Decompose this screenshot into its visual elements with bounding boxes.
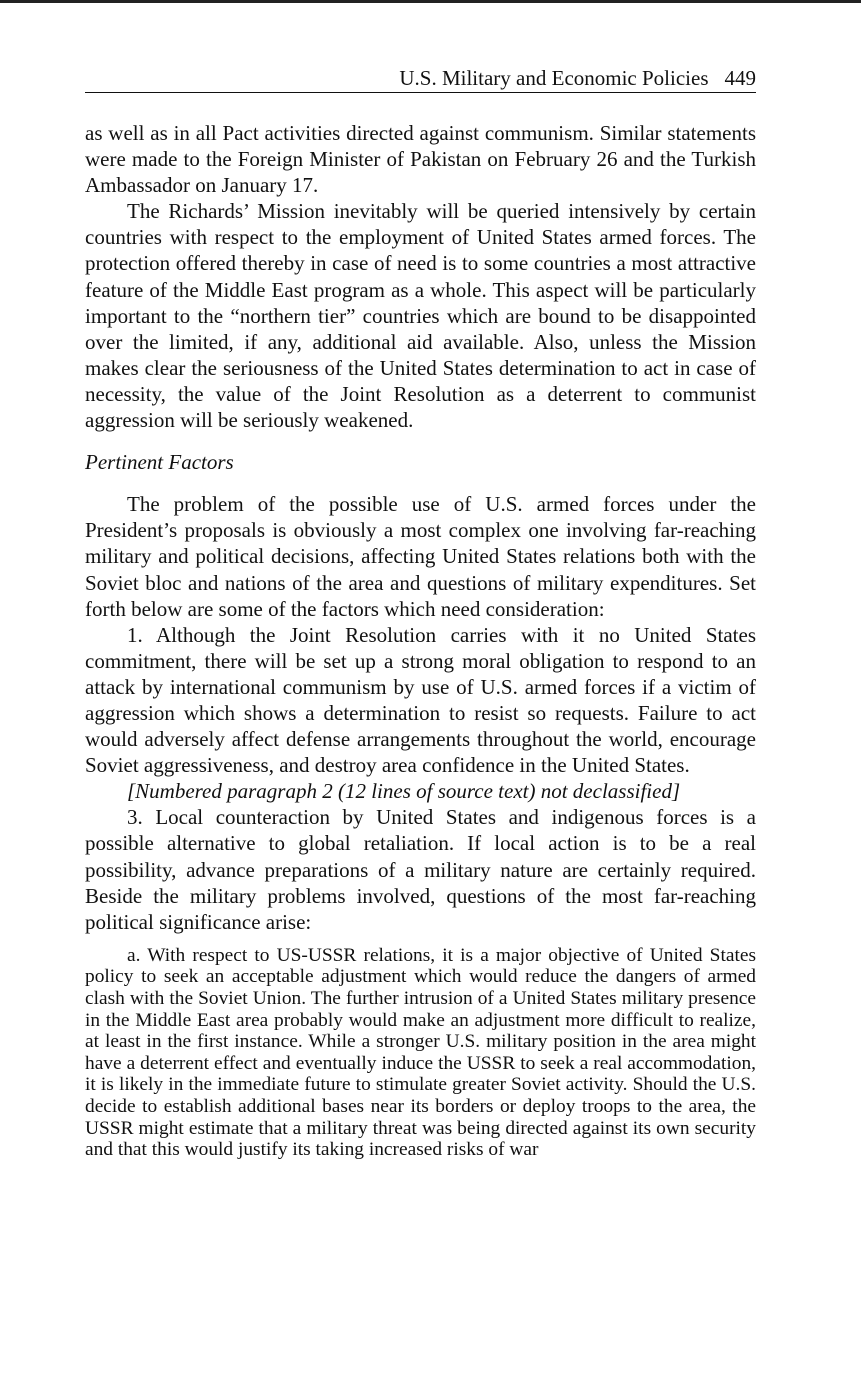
paragraph-richards-mission: The Richards’ Mission inevitably will be queried intensively by certain countries with respect to the employment of United States armed forces. The protection offered thereby in case of need is to some countries a most attractive feature of the Middle East program as a whole. This aspect will be particularly important to the “northern tier” countries which are bound to be disappointed over the limited, if any, additional aid available. Also, unless the Mission makes clear the seriousness of the United States determination to act in case of necessity, the value of the Joint Resolution as a deterrent to communist aggression will be seriously weakened. bbox=[85, 199, 756, 433]
running-header bbox=[85, 64, 756, 93]
numbered-paragraph-3: 3. Local counteraction by United States and indigenous forces is a possible alternative to global retaliation. If local action is to be a real possibility, advance preparations of a military nature are certainly required. Beside the military problems involved, questions of the most far-reaching political significance arise: bbox=[85, 805, 756, 934]
scan-top-edge bbox=[0, 0, 861, 3]
page-number: 449 bbox=[724, 66, 756, 90]
page-body bbox=[85, 120, 756, 1161]
paragraph-problem: The problem of the possible use of U.S. armed forces under the President’s proposals is obviously a most complex one involving far-reaching military and political decisions, affecting United States relations both with the Soviet bloc and nations of the area and questions of military expenditures. Set forth below are some of the factors which need consideration: bbox=[85, 492, 756, 621]
subparagraph-a: a. With respect to US-USSR relations, it is a major objective of United States policy to seek an acceptable adjustment which would reduce the dangers of armed clash with the Soviet Union. The further intrusion of a United States military presence in the Middle East area probably would make an adjustment more difficult to realize, at least in the first instance. While a stronger U.S. military position in the area might have a deterrent effect and eventually induce the USSR to seek a real accommodation, it is likely in the immediate future to stimulate greater Soviet activity. Should the U.S. decide to establish additional bases near its borders or deploy troops to the area, the USSR might estimate that a military threat was being directed against its own security and that this would justify its taking increased risks of war bbox=[85, 944, 756, 1161]
not-declassified-note: [Numbered paragraph 2 (12 lines of source text) not declassified] bbox=[127, 779, 681, 804]
running-title: U.S. Military and Economic Policies bbox=[399, 66, 709, 90]
numbered-paragraph-1: 1. Although the Joint Resolution carries with it no United States commitment, there will be set up a strong moral obligation to respond to an attack by international communism by use of U.S. armed forces if a victim of aggression which shows a determination to resist so requests. Failure to act would adversely affect defense arrangements throughout the world, encourage Soviet aggressiveness, and destroy area confidence in the United States. bbox=[85, 622, 756, 778]
section-heading: Pertinent Factors bbox=[85, 450, 234, 475]
paragraph-continued: as well as in all Pact activities directed against communism. Similar statements were made to the Foreign Minister of Pakistan on February 26 and the Turkish Ambassador on January 17. bbox=[85, 121, 756, 198]
